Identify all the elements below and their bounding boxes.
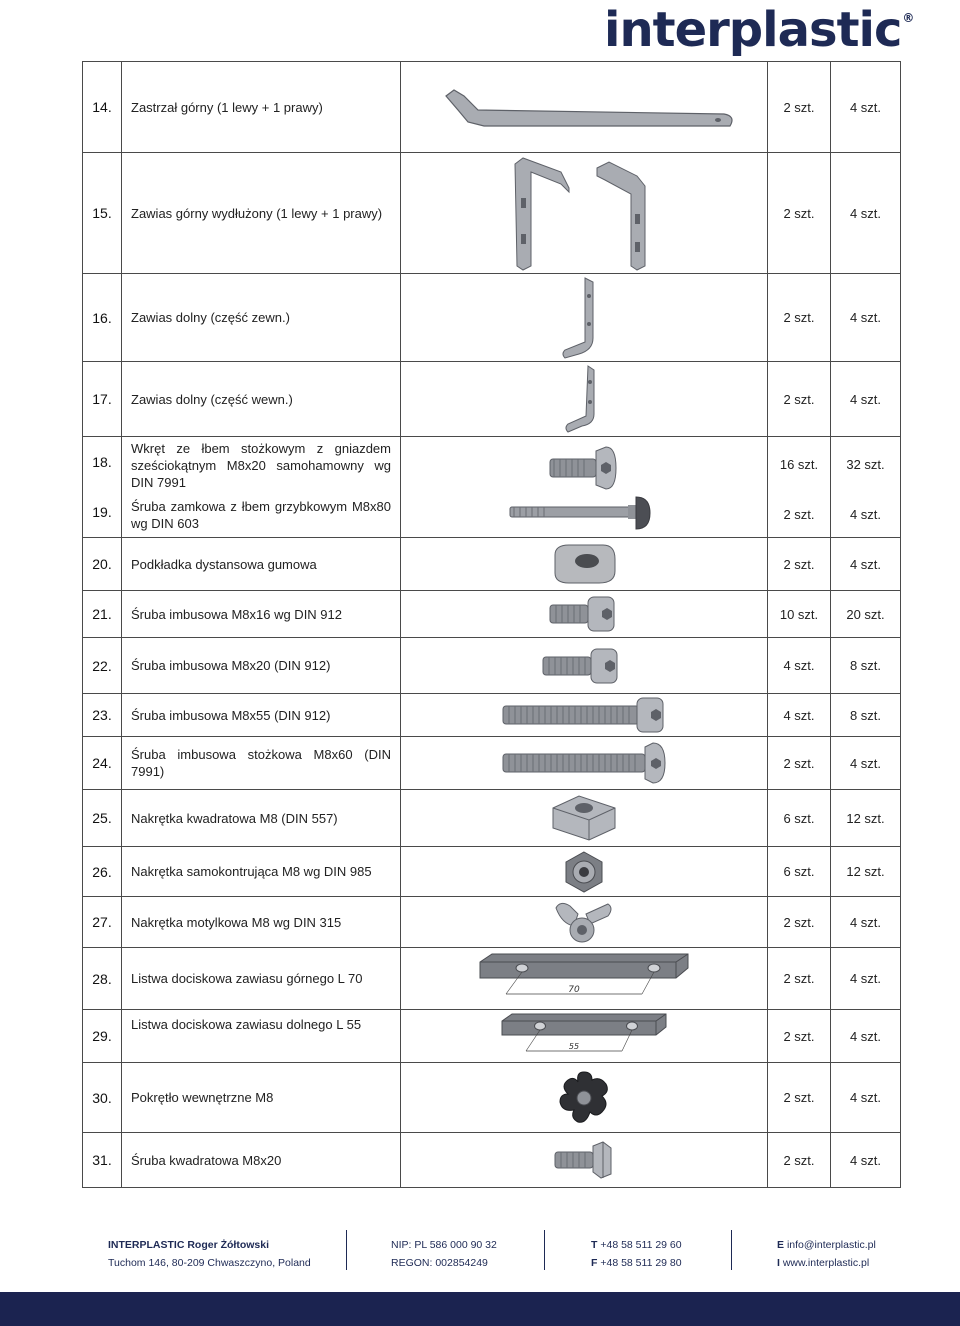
qty-single: 2 szt. — [768, 62, 831, 153]
countersunk-screw-long-icon — [499, 741, 669, 785]
regon-number: REGON: 002854249 — [391, 1257, 488, 1269]
qty-double: 4 szt. — [831, 538, 901, 591]
row-number: 28. — [83, 948, 122, 1010]
qty-double: 4 szt. — [831, 948, 901, 1010]
row-number: 31. — [83, 1133, 122, 1188]
part-name: Nakrętka samokontrująca M8 wg DIN 985 — [122, 847, 401, 897]
table-row — [83, 437, 901, 538]
qty-single: 16 szt. — [779, 457, 819, 472]
footer-phones: T +48 58 511 29 60 F +48 58 511 29 80 — [591, 1239, 682, 1269]
table-row — [83, 274, 901, 362]
part-name: Zawias górny wydłużony (1 lewy + 1 prawy) — [122, 153, 401, 274]
website-link[interactable]: www.interplastic.pl — [782, 1257, 870, 1269]
qty-double: 8 szt. — [831, 694, 901, 737]
upper-hinge-icon — [509, 154, 659, 272]
qty-double: 4 szt. — [831, 62, 901, 153]
part-name: Zawias dolny (część wewn.) — [122, 362, 401, 437]
row-number: 30. — [83, 1063, 122, 1133]
table-row — [83, 737, 901, 790]
dimension-label: 55 — [568, 1042, 580, 1051]
row-number: 16. — [83, 274, 122, 362]
qty-single: 2 szt. — [768, 1063, 831, 1133]
row-number: 21. — [83, 591, 122, 638]
square-head-bolt-icon — [551, 1138, 617, 1182]
part-name: Śruba imbusowa M8x16 wg DIN 912 — [122, 591, 401, 638]
socket-screw-icon — [539, 645, 629, 687]
footer-band — [0, 1292, 960, 1326]
row-number: 23. — [83, 694, 122, 737]
qty-single: 2 szt. — [768, 1133, 831, 1188]
part-name: Pokrętło wewnętrzne M8 — [122, 1063, 401, 1133]
table-row — [83, 538, 901, 591]
qty-double: 12 szt. — [831, 847, 901, 897]
qty-double: 4 szt. — [831, 1063, 901, 1133]
carriage-bolt-icon — [504, 493, 664, 533]
qty-double: 12 szt. — [831, 790, 901, 847]
clamp-bar-70-icon — [476, 950, 692, 1008]
qty-double: 4 szt. — [831, 274, 901, 362]
row-number: 18. — [92, 454, 112, 470]
row-number: 27. — [83, 897, 122, 948]
footer-divider — [346, 1230, 347, 1270]
part-name: Zawias dolny (część zewn.) — [122, 274, 401, 362]
table-row — [83, 790, 901, 847]
footer-divider — [731, 1230, 732, 1270]
qty-single: 2 szt. — [783, 507, 815, 522]
company-logo: interplastic® — [604, 2, 914, 58]
row-number: 17. — [83, 362, 122, 437]
company-address: Tuchom 146, 80-209 Chwaszczyno, Poland — [108, 1257, 311, 1269]
table-row — [83, 1063, 901, 1133]
row-number: 15. — [83, 153, 122, 274]
table-row — [83, 591, 901, 638]
qty-single: 2 szt. — [768, 153, 831, 274]
part-name: Śruba zamkowa z łbem grzybkowym M8x80 wg DIN 603 — [131, 499, 391, 531]
qty-double: 4 szt. — [831, 897, 901, 948]
part-name: Listwa dociskowa zawiasu dolnego L 55 — [131, 1017, 362, 1032]
row-number: 29. — [83, 1010, 122, 1063]
qty-double: 4 szt. — [831, 1133, 901, 1188]
qty-double: 4 szt. — [831, 737, 901, 790]
wing-nut-icon — [552, 898, 616, 946]
company-name: INTERPLASTIC Roger Żółtowski — [108, 1239, 270, 1251]
part-name: Śruba imbusowa M8x55 (DIN 912) — [122, 694, 401, 737]
footer-contact: E info@interplastic.pl I www.interplastic.pl — [777, 1239, 876, 1269]
nip-number: NIP: PL 586 000 90 32 — [391, 1239, 497, 1251]
table-row — [83, 62, 901, 153]
qty-double: 4 szt. — [831, 1010, 901, 1063]
qty-single: 10 szt. — [768, 591, 831, 638]
row-number: 26. — [83, 847, 122, 897]
row-number: 24. — [83, 737, 122, 790]
socket-screw-short-icon — [544, 593, 624, 635]
table-row — [83, 847, 901, 897]
row-number: 22. — [83, 638, 122, 694]
table-row — [83, 1010, 901, 1063]
qty-double: 4 szt. — [831, 153, 901, 274]
table-row — [83, 638, 901, 694]
row-number: 14. — [83, 62, 122, 153]
strut-bar-icon — [424, 82, 744, 132]
clamp-bar-55-icon — [498, 1011, 670, 1061]
part-name: Śruba kwadratowa M8x20 — [122, 1133, 401, 1188]
footer-company — [108, 1236, 311, 1272]
footer-registration — [391, 1236, 497, 1272]
qty-double: 4 szt. — [831, 362, 901, 437]
fax-number: +48 58 511 29 80 — [600, 1257, 682, 1269]
qty-single: 4 szt. — [768, 694, 831, 737]
part-name: Nakrętka motylkowa M8 wg DIN 315 — [122, 897, 401, 948]
parts-table — [82, 61, 901, 1188]
table-row — [83, 897, 901, 948]
part-name: Podkładka dystansowa gumowa — [122, 538, 401, 591]
table-row — [83, 362, 901, 437]
square-nut-icon — [549, 792, 619, 844]
qty-double: 20 szt. — [831, 591, 901, 638]
part-name: Wkręt ze łbem stożkowym z gniazdem sześciokątnym M8x20 samohamowny wg DIN 7991 — [131, 440, 391, 490]
qty-single: 2 szt. — [768, 362, 831, 437]
row-number: 19. — [92, 504, 112, 520]
qty-single: 2 szt. — [768, 1010, 831, 1063]
qty-double: 8 szt. — [831, 638, 901, 694]
row-number: 20. — [83, 538, 122, 591]
qty-single: 2 szt. — [768, 897, 831, 948]
dimension-label: 70 — [568, 984, 580, 995]
table-row — [83, 694, 901, 737]
lower-hinge-outer-icon — [559, 276, 609, 360]
part-name: Śruba imbusowa M8x20 (DIN 912) — [122, 638, 401, 694]
knob-icon — [556, 1068, 612, 1128]
lock-nut-icon — [561, 849, 607, 895]
qty-single: 2 szt. — [768, 737, 831, 790]
countersunk-screw-icon — [544, 443, 624, 493]
part-name: Nakrętka kwadratowa M8 (DIN 557) — [122, 790, 401, 847]
email-link[interactable]: info@interplastic.pl — [786, 1239, 876, 1251]
qty-single: 2 szt. — [768, 538, 831, 591]
qty-single: 4 szt. — [768, 638, 831, 694]
table-row — [83, 948, 901, 1010]
footer — [0, 1228, 960, 1276]
rubber-spacer-icon — [549, 541, 619, 587]
part-name: Śruba imbusowa stożkowa M8x60 (DIN 7991) — [122, 737, 401, 790]
qty-double: 4 szt. — [849, 507, 882, 522]
part-name: Listwa dociskowa zawiasu górnego L 70 — [122, 948, 401, 1010]
row-number: 25. — [83, 790, 122, 847]
table-row — [83, 153, 901, 274]
qty-single: 6 szt. — [768, 847, 831, 897]
lower-hinge-inner-icon — [562, 364, 606, 434]
part-name: Zastrzał górny (1 lewy + 1 prawy) — [122, 62, 401, 153]
qty-single: 6 szt. — [768, 790, 831, 847]
table-row — [83, 1133, 901, 1188]
footer-divider — [544, 1230, 545, 1270]
socket-screw-long-icon — [499, 695, 669, 735]
qty-single: 2 szt. — [768, 274, 831, 362]
qty-double: 32 szt. — [846, 457, 885, 472]
phone-number[interactable]: +48 58 511 29 60 — [600, 1239, 682, 1251]
qty-single: 2 szt. — [768, 948, 831, 1010]
